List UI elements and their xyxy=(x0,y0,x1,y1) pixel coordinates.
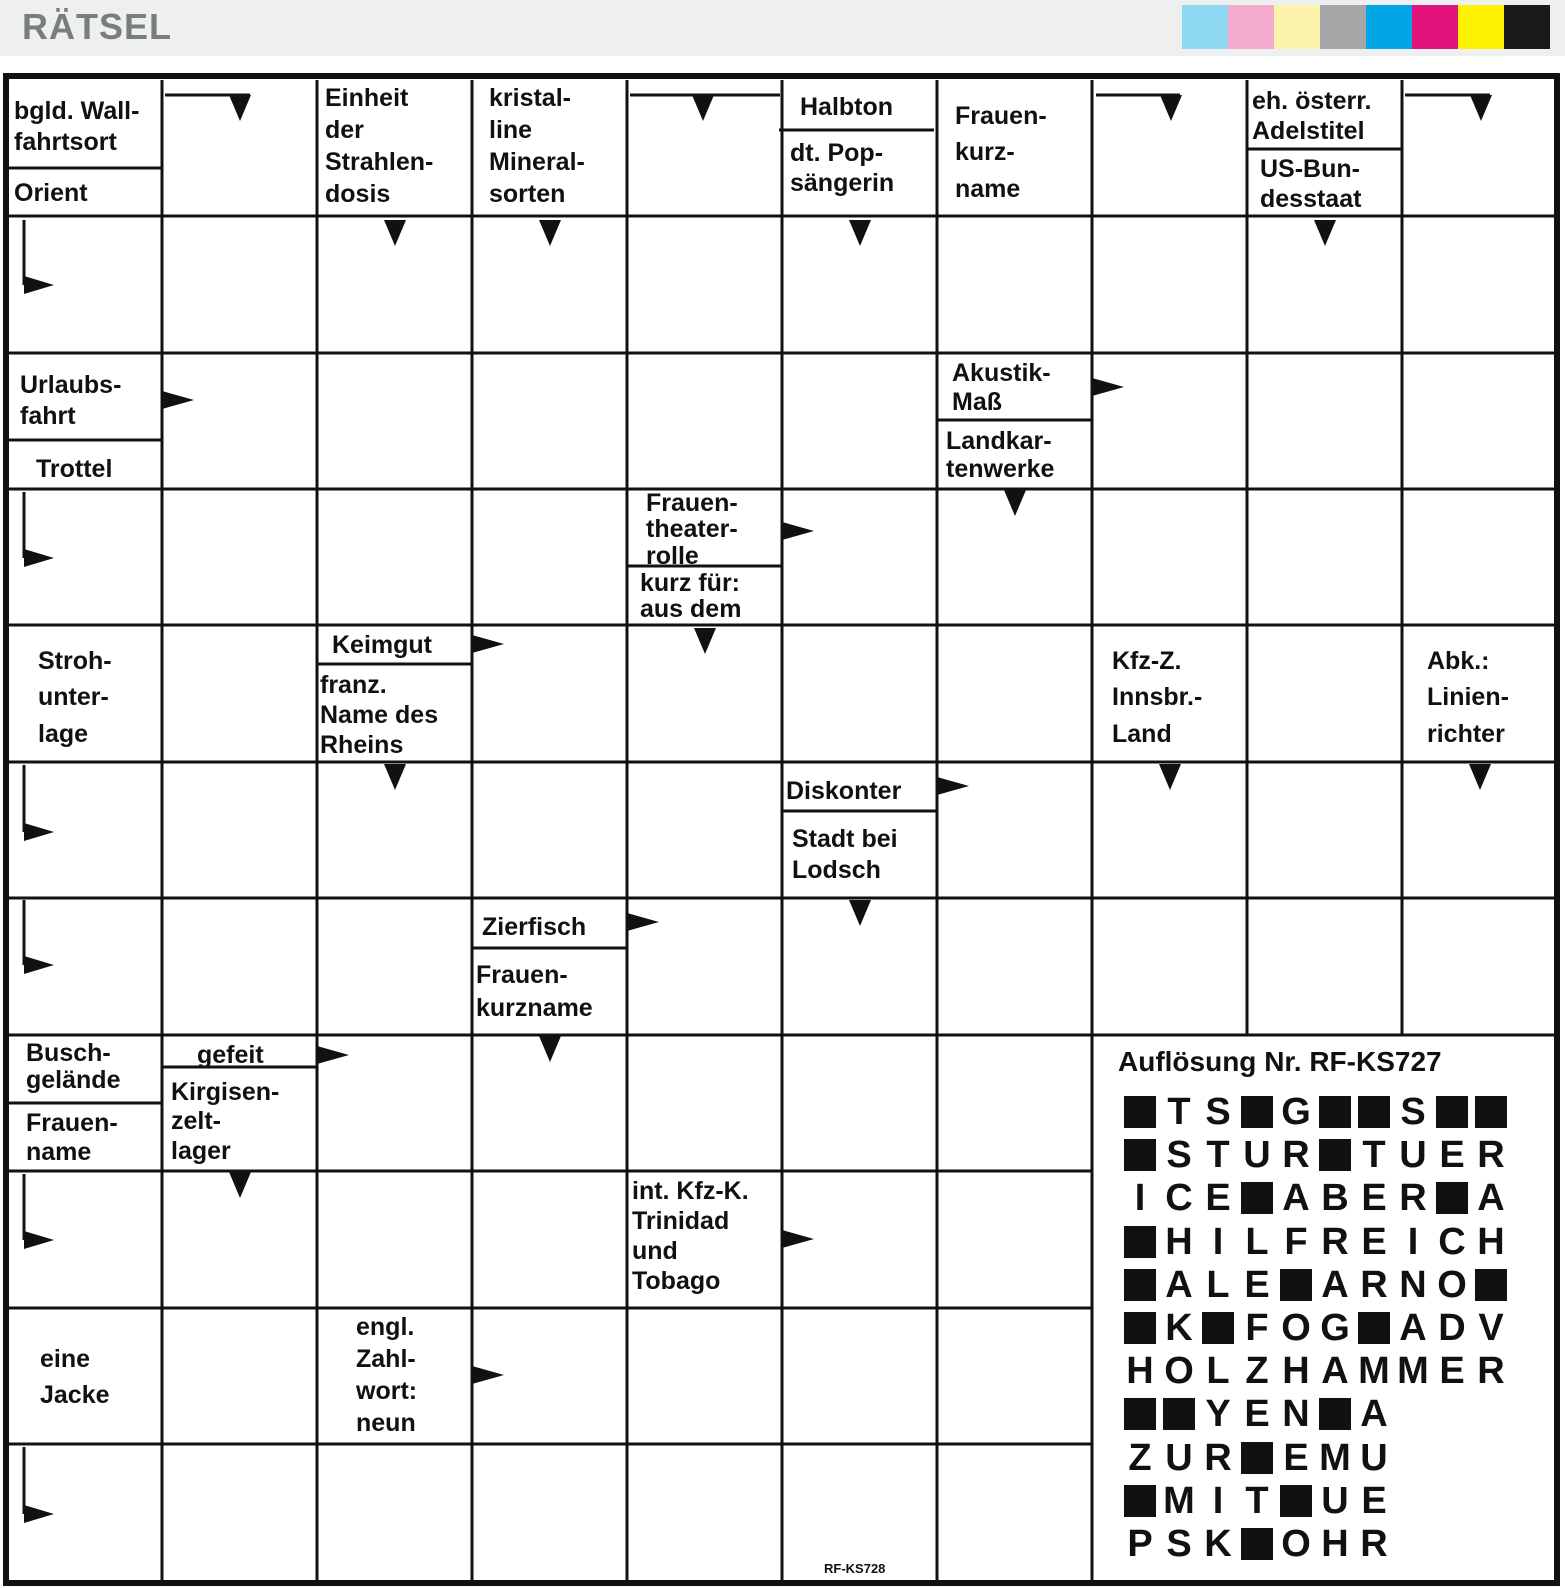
arrow-right-icon xyxy=(472,635,504,653)
solution-letter: T xyxy=(1167,1091,1191,1133)
clue-text-c30: eine Jacke xyxy=(40,1345,110,1410)
solution-block xyxy=(1280,1485,1312,1517)
solution-letter: Z xyxy=(1128,1436,1152,1479)
clue-text-c24: Frauen- kurzname xyxy=(476,961,593,1022)
clue-text-c28: Kirgisen- zelt- lager xyxy=(171,1078,280,1165)
hook-arrow-icon xyxy=(24,549,54,567)
clue-text-c13: Landkar- tenwerke xyxy=(946,427,1055,483)
solution-letter: R xyxy=(1360,1523,1388,1565)
solution-letter: A xyxy=(1165,1263,1193,1306)
solution-letter: M xyxy=(1397,1350,1429,1393)
solution-letter: D xyxy=(1438,1307,1466,1349)
solution-letter: R xyxy=(1360,1263,1388,1306)
solution-letter: Z xyxy=(1245,1350,1269,1393)
arrow-right-icon xyxy=(317,1046,349,1064)
solution-letter: A xyxy=(1321,1350,1349,1393)
solution-block xyxy=(1241,1182,1273,1214)
solution-letter: T xyxy=(1362,1134,1386,1177)
arrow-right-icon xyxy=(472,1366,504,1384)
clue-text-c05: Halbton xyxy=(800,93,894,121)
clue-text-c06: dt. Pop- sängerin xyxy=(790,139,895,197)
solution-letter: P xyxy=(1127,1523,1153,1565)
clue-text-c17: Keimgut xyxy=(332,631,432,659)
solution-letter: U xyxy=(1243,1134,1271,1177)
solution-letter: S xyxy=(1166,1134,1192,1177)
solution-letter: R xyxy=(1477,1134,1505,1177)
clue-text-c11: Trottel xyxy=(36,455,113,483)
solution-block xyxy=(1241,1528,1273,1560)
clue-text-c21: Diskonter xyxy=(786,777,902,805)
solution-letter: A xyxy=(1321,1263,1349,1306)
solution-letter: K xyxy=(1204,1523,1232,1565)
solution-letter: E xyxy=(1439,1134,1465,1177)
solution-letter: M xyxy=(1319,1436,1351,1479)
solution-letter: R xyxy=(1204,1436,1232,1479)
solution-block xyxy=(1436,1096,1468,1128)
solution-letter: N xyxy=(1399,1263,1427,1306)
clue-text-c20: Abk.: Linien- richter xyxy=(1427,647,1509,748)
solution-letter: I xyxy=(1212,1220,1224,1263)
solution-letter: T xyxy=(1245,1479,1269,1522)
solution-letter: O xyxy=(1437,1263,1467,1306)
arrow-down-icon xyxy=(539,1036,561,1062)
solution-letter: E xyxy=(1244,1263,1270,1306)
clue-text-c18: franz. Name des Rheins xyxy=(320,671,439,759)
solution-letter: E xyxy=(1244,1393,1270,1436)
solution-letter: F xyxy=(1245,1307,1269,1349)
solution-title: Auflösung Nr. RF-KS727 xyxy=(1118,1046,1442,1077)
solution-block xyxy=(1124,1226,1156,1258)
solution-block xyxy=(1241,1442,1273,1474)
solution-block xyxy=(1124,1485,1156,1517)
arrow-down-icon xyxy=(229,95,251,121)
hook-arrow-icon xyxy=(24,956,54,974)
solution-letter: A xyxy=(1282,1177,1310,1220)
footer-code: RF-KS728 xyxy=(824,1561,886,1576)
clue-text-c27: Frauen- name xyxy=(26,1109,118,1166)
solution-letter: R xyxy=(1399,1177,1427,1220)
clue-text-c26: gefeit xyxy=(197,1041,264,1069)
solution-letter: I xyxy=(1212,1479,1224,1522)
solution-block xyxy=(1319,1398,1351,1430)
arrow-right-icon xyxy=(627,913,659,931)
hook-arrow-icon xyxy=(24,823,54,841)
solution-letter: E xyxy=(1361,1177,1387,1220)
clue-text-c31: engl. Zahl- wort: neun xyxy=(356,1313,418,1437)
solution-letter: B xyxy=(1321,1177,1349,1220)
page-title: RÄTSEL xyxy=(22,6,172,47)
clue-text-c12: Akustik- Maß xyxy=(952,359,1051,416)
solution-block xyxy=(1124,1269,1156,1301)
solution-letter: E xyxy=(1361,1479,1387,1522)
solution-letter: L xyxy=(1206,1263,1230,1306)
solution-letter: F xyxy=(1284,1220,1308,1263)
solution-block xyxy=(1319,1096,1351,1128)
arrow-right-icon xyxy=(1092,378,1124,396)
solution-block xyxy=(1124,1139,1156,1171)
solution-letter: H xyxy=(1477,1220,1505,1263)
arrow-right-icon xyxy=(162,391,194,409)
solution-block xyxy=(1436,1182,1468,1214)
arrow-down-icon xyxy=(1470,95,1492,121)
solution-letter: T xyxy=(1206,1134,1230,1177)
clue-text-c19: Kfz-Z. Innsbr.- Land xyxy=(1112,647,1203,748)
solution-letter: E xyxy=(1439,1350,1465,1393)
solution-letter: U xyxy=(1360,1436,1388,1479)
solution-letter: S xyxy=(1166,1523,1192,1565)
solution-letter: A xyxy=(1360,1393,1388,1436)
solution-letter: R xyxy=(1282,1134,1310,1177)
arrow-down-icon xyxy=(1160,95,1182,121)
solution-letter: V xyxy=(1478,1307,1504,1349)
clue-text-c15: kurz für: aus dem xyxy=(640,569,742,624)
arrow-down-icon xyxy=(384,220,406,246)
solution-letter: S xyxy=(1400,1091,1426,1133)
solution-letter: H xyxy=(1165,1220,1193,1263)
solution-letter: H xyxy=(1321,1523,1349,1565)
clue-text-c25: Busch- gelände xyxy=(26,1039,121,1094)
solution-letter: A xyxy=(1477,1177,1505,1220)
solution-letter: R xyxy=(1321,1220,1349,1263)
solution-block xyxy=(1124,1398,1156,1430)
clue-text-c16: Stroh- unter- lage xyxy=(38,647,112,748)
clue-text-c08: eh. österr. Adelstitel xyxy=(1252,87,1372,145)
arrow-down-icon xyxy=(1469,764,1491,790)
clue-text-c03: Einheit der Strahlen- dosis xyxy=(325,84,434,208)
solution-letter: N xyxy=(1282,1393,1310,1436)
arrow-down-icon xyxy=(694,628,716,654)
solution-block xyxy=(1475,1096,1507,1128)
solution-letter: O xyxy=(1281,1523,1311,1565)
solution-block xyxy=(1163,1398,1195,1430)
hook-arrow-icon xyxy=(24,276,54,294)
solution-letter: Y xyxy=(1205,1393,1231,1436)
solution-letter: G xyxy=(1281,1091,1311,1133)
solution-block xyxy=(1475,1269,1507,1301)
arrow-down-icon xyxy=(849,900,871,926)
solution-letter: I xyxy=(1134,1177,1146,1220)
solution-letter: H xyxy=(1126,1350,1154,1393)
solution-block xyxy=(1241,1096,1273,1128)
solution-letter: I xyxy=(1407,1220,1419,1263)
solution-letter: M xyxy=(1358,1350,1390,1393)
clue-text-c04: kristal- line Mineral- sorten xyxy=(489,84,585,208)
solution-letter: A xyxy=(1399,1307,1427,1349)
solution-letter: E xyxy=(1361,1220,1387,1263)
solution-letter: O xyxy=(1164,1350,1194,1393)
arrow-down-icon xyxy=(1159,764,1181,790)
solution-letter: E xyxy=(1205,1177,1231,1220)
solution-letter: G xyxy=(1320,1307,1350,1349)
solution-letter: L xyxy=(1206,1350,1230,1393)
clue-text-c22: Stadt bei Lodsch xyxy=(792,825,898,885)
arrow-down-icon xyxy=(692,95,714,121)
solution-letter: U xyxy=(1321,1479,1349,1522)
solution-block xyxy=(1124,1096,1156,1128)
solution-letter: R xyxy=(1477,1350,1505,1393)
solution-letter: O xyxy=(1281,1307,1311,1349)
solution-block xyxy=(1202,1312,1234,1344)
arrow-down-icon xyxy=(384,764,406,790)
solution-block xyxy=(1358,1096,1390,1128)
arrow-down-icon xyxy=(539,220,561,246)
solution-letter: H xyxy=(1282,1350,1310,1393)
solution-block xyxy=(1358,1312,1390,1344)
clue-text-c14: Frauen- theater- rolle xyxy=(646,489,738,570)
solution-letter: K xyxy=(1165,1307,1193,1349)
arrow-right-icon xyxy=(782,1230,814,1248)
clue-text-c10: Urlaubs- fahrt xyxy=(20,371,122,431)
clue-text-c01: bgld. Wall- fahrtsort xyxy=(14,97,140,157)
arrow-down-icon xyxy=(1314,220,1336,246)
solution-block xyxy=(1124,1312,1156,1344)
arrow-right-icon xyxy=(937,777,969,795)
clue-text-c09: US-Bun- desstaat xyxy=(1260,155,1362,213)
hook-arrow-icon xyxy=(24,1231,54,1249)
clue-text-c23: Zierfisch xyxy=(482,913,587,941)
solution-letter: M xyxy=(1163,1479,1195,1522)
clue-text-c07: Frauen- kurz- name xyxy=(955,102,1047,203)
solution-letter: C xyxy=(1165,1177,1193,1220)
hook-arrow-icon xyxy=(24,1505,54,1523)
solution-letter: C xyxy=(1438,1220,1466,1263)
arrow-down-icon xyxy=(229,1172,251,1198)
arrow-down-icon xyxy=(849,220,871,246)
solution-letter: U xyxy=(1399,1134,1427,1177)
solution-letter: L xyxy=(1245,1220,1269,1263)
solution-letter: E xyxy=(1283,1436,1309,1479)
solution-block xyxy=(1319,1139,1351,1171)
arrow-down-icon xyxy=(1004,490,1026,516)
solution-block xyxy=(1280,1269,1312,1301)
solution-letter: S xyxy=(1205,1091,1231,1133)
arrow-right-icon xyxy=(782,522,814,540)
clue-text-c29: int. Kfz-K. Trinidad und Tobago xyxy=(632,1177,749,1295)
clue-text-c02: Orient xyxy=(14,179,88,207)
solution-letter: U xyxy=(1165,1436,1193,1479)
